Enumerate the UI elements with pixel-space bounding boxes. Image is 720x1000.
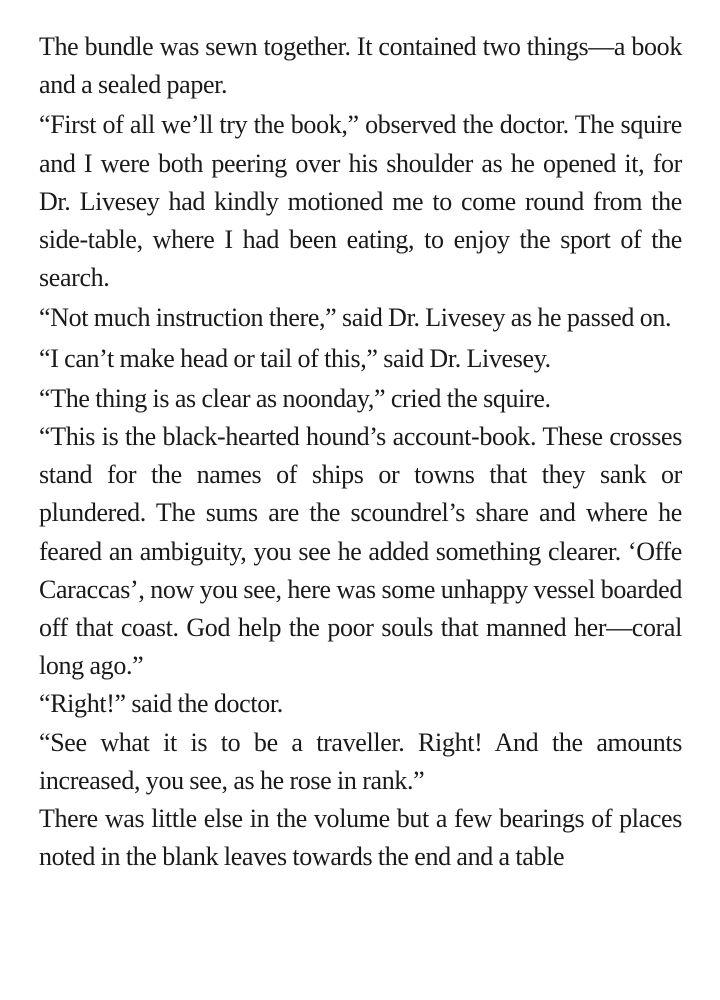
paragraph-4: “I can’t make head or tail of this,” said Dr. Livesey. <box>39 343 551 373</box>
paragraph-3: “Not much instruction there,” said Dr. Livesey as he passed on. <box>39 303 672 333</box>
paragraph-5: “The thing is as clear as noonday,” cried the squire. <box>39 383 551 413</box>
paragraph-8: “See what it is to be a traveller. Right! And the amounts increased, you see, as he rose in rank.” <box>39 727 682 795</box>
paragraph-6: “This is the black-hearted hound’s account-book. These crosses stand for the names of ships or towns that they sank or plundered. The sums are the scoundrel’s share and where he feared an ambiguity, you see he added something clearer. ‘Offe Caraccas’, now you see, here was some unhappy vessel boarded off that coast. God help the poor souls that manned her—coral long ago.” <box>39 422 682 681</box>
paragraph-2: “First of all we’ll try the book,” observed the doctor. The squire and I were both peering over his shoulder as he opened it, for Dr. Livesey had kindly motioned me to come round from the side-table, where I had been eating, to enjoy the sport of the search. <box>39 110 682 293</box>
paragraph-1: The bundle was sewn together. It contained two things—a book and a sealed paper. <box>39 32 682 100</box>
paragraph-9: There was little else in the volume but a few bearings of places noted in the blank leaves towards the end and a table <box>39 804 682 872</box>
paragraph-7: “Right!” said the doctor. <box>39 689 283 719</box>
